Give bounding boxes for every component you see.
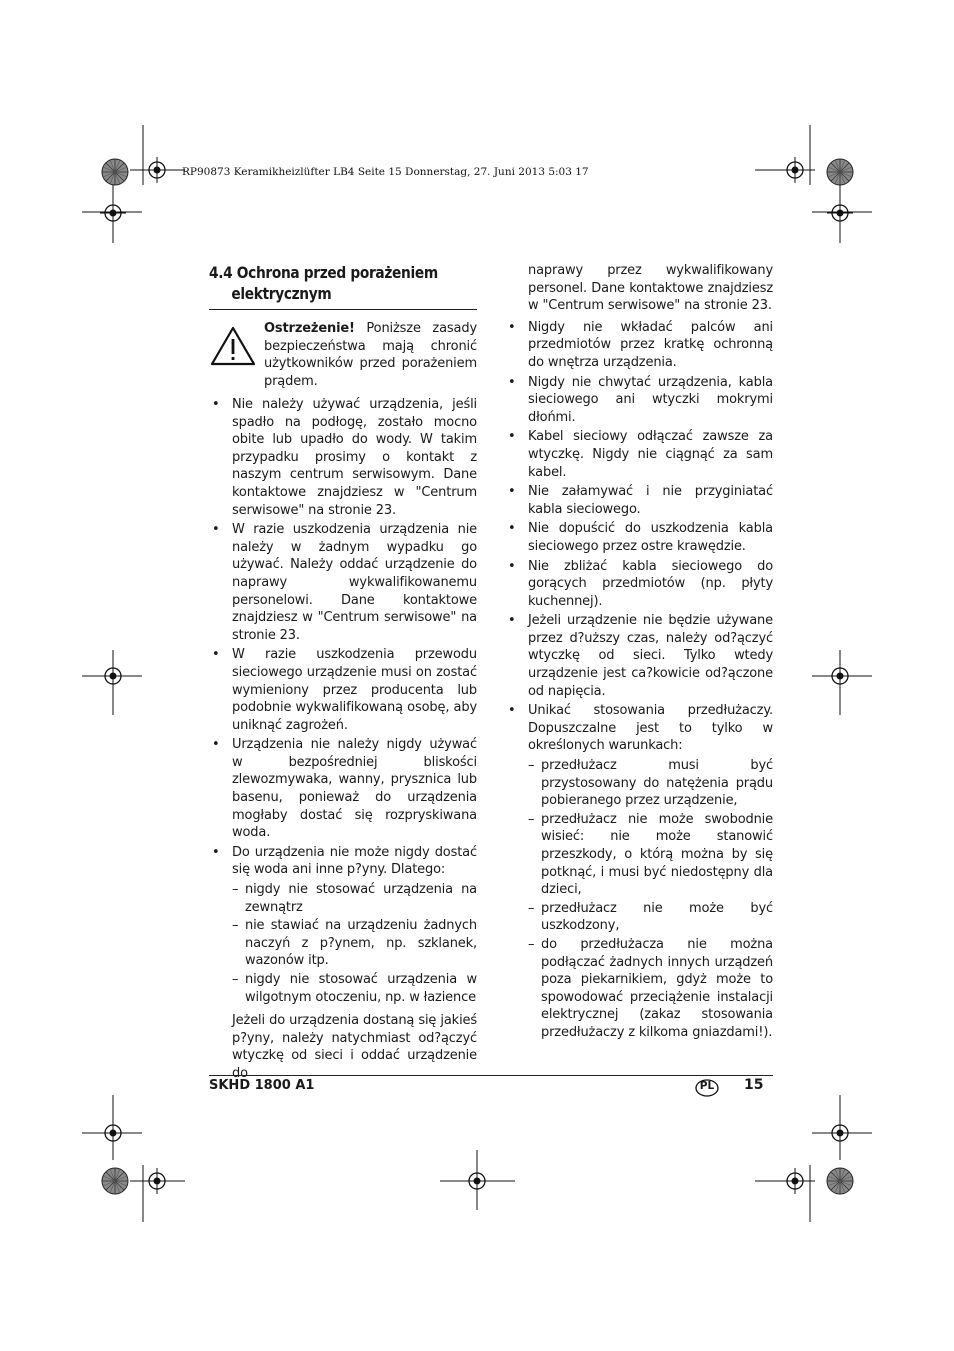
- dash-item: – do przedłużacza nie można podłączać żadnych innych urządzeń poza piekarnikiem, gdyż może to spowodować przeciążenie instalacji elektrycznej (zakaz stosowania przedłużaczy z kilkoma gniazdami!).: [528, 936, 773, 1042]
- left-column: [209, 320, 477, 1083]
- dash-item: – nigdy nie stosować urządzenia na zewnątrz: [232, 881, 477, 916]
- right-dash-list: [528, 757, 773, 1042]
- list-item: • Nigdy nie chwytać urządzenia, kabla sieciowego ani wtyczki mokrymi dłońmi.: [505, 374, 773, 427]
- dash-item: – nigdy nie stosować urządzenia w wilgotnym otoczeniu, np. w łazience: [232, 971, 477, 1006]
- page-number: 15: [744, 1077, 764, 1093]
- list-item: • Nie dopuścić do uszkodzenia kabla sieciowego przez ostre krawędzie.: [505, 520, 773, 555]
- print-slug-line: RP90873 Keramikheizlüfter LB4 Seite 15 Donnerstag, 27. Juni 2013 5:03 17: [182, 166, 589, 178]
- liquid-paragraph: Jeżeli do urządzenia dostaną się jakieś p?yny, należy natychmiast od?ączyć wtyczkę od sieci i oddać urządzenie do: [232, 1013, 477, 1081]
- list-item-text: Do urządzenia nie może nigdy dostać się woda ani inne p?yny. Dlatego:: [232, 844, 477, 878]
- dash-item: – przedłużacz nie może swobodnie wisieć: nie może stanowić przeszkody, o którą można by się potknąć, i musi być niedostępny dla dzieci,: [528, 811, 773, 899]
- right-column: [505, 262, 773, 1044]
- footer-divider: [209, 1075, 773, 1076]
- list-item: • W razie uszkodzenia przewodu sieciowego urządzenie musi on zostać wymieniony przez producenta lub podobnie wykwalifikowaną osobę, aby uniknąć zagrożeń.: [209, 646, 477, 734]
- warning-label: Ostrzeżenie!: [264, 321, 355, 336]
- list-item: [209, 844, 477, 1006]
- right-bullet-list: [505, 319, 773, 1042]
- dash-item: – przedłużacz musi być przystosowany do natężenia prądu pobieranego przez urządzenie,: [528, 757, 773, 810]
- footer-model-name: SKHD 1800 A1: [209, 1078, 315, 1093]
- list-item: • Jeżeli urządzenie nie będzie używane przez d?uższy czas, należy od?ączyć wtyczkę od sieci. Tylko wtedy urządzenie jest ca?kowicie od?ączone od napięcia.: [505, 612, 773, 700]
- list-item: [505, 702, 773, 1041]
- heading-line-2: elektrycznym: [231, 284, 332, 303]
- list-item: • Nigdy nie wkładać palców ani przedmiotów przez kratkę ochronną do wnętrza urządzenia.: [505, 319, 773, 372]
- warning-text: [264, 320, 477, 390]
- list-item: • Nie załamywać i nie przyginiatać kabla sieciowego.: [505, 483, 773, 518]
- list-item: • Urządzenia nie należy nigdy używać w bezpośredniej bliskości zlewozmywaka, wanny, prysznica lub basenu, ponieważ do urządzenia mogłaby dostać się rozpryskiwana woda.: [209, 736, 477, 842]
- heading-line-1: 4.4 Ochrona przed porażeniem: [209, 263, 438, 282]
- list-item: • Kabel sieciowy odłączać zawsze za wtyczkę. Nigdy nie ciągnąć za sam kabel.: [505, 428, 773, 481]
- list-item-text: Unikać stosowania przedłużaczy. Dopuszczalne jest to tylko w określonych warunkach:: [528, 703, 773, 754]
- continued-paragraph: naprawy przez wykwalifikowany personel. Dane kontaktowe znajdziesz w "Centrum serwisowe" na stronie 23.: [528, 263, 773, 314]
- warning-body: Poniższe zasady bezpieczeństwa mają chronić użytkowników przed porażeniem prądem.: [264, 321, 477, 389]
- list-item: • W razie uszkodzenia urządzenia nie należy w żadnym wypadku go używać. Należy oddać urządzenie do naprawy wykwalifikowanemu personelowi. Dane kontaktowe znajdziesz w "Centrum serwisowe" na stronie 23.: [209, 521, 477, 644]
- language-badge: [695, 1079, 719, 1097]
- warning-triangle-icon: [210, 326, 256, 366]
- list-item: • Nie zbliżać kabla sieciowego do gorących przedmiotów (np. płyty kuchennej).: [505, 558, 773, 611]
- language-code: PL: [699, 1080, 715, 1092]
- dash-item: – przedłużacz nie może być uszkodzony,: [528, 900, 773, 935]
- section-heading: [209, 262, 441, 304]
- dash-item: – nie stawiać na urządzeniu żadnych naczyń z p?ynem, np. szklanek, wazonów itp.: [232, 917, 477, 970]
- left-bullet-list: [209, 396, 477, 1006]
- list-item: • Nie należy używać urządzenia, jeśli spadło na podłogę, zostało mocno obite lub upadło do wody. W takim przypadku prosimy o kontakt z naszym centrum serwisowym. Dane kontaktowe znajdziesz w "Centrum serwisowe" na stronie 23.: [209, 396, 477, 519]
- heading-divider: [209, 309, 477, 310]
- warning-box: [209, 320, 477, 392]
- left-dash-list: [232, 881, 477, 1006]
